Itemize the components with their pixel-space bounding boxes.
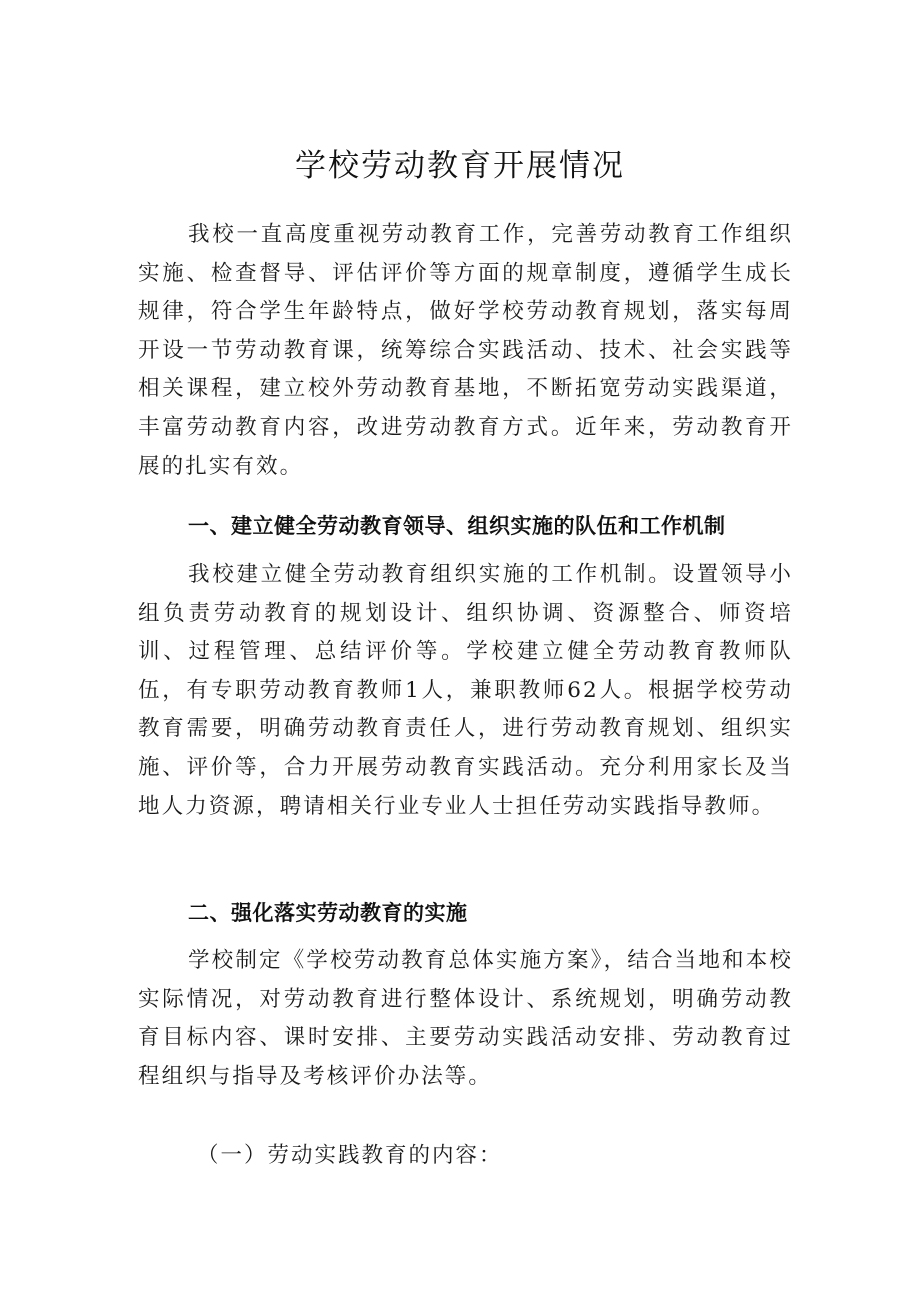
section-1-paragraph: 我校建立健全劳动教育组织实施的工作机制。设置领导小组负责劳动教育的规划设计、组织协调、资源整合、师资培训、过程管理、总结评价等。学校建立健全劳动教育教师队伍，有专职劳动教育教师1人，兼职教师62人。根据学校劳动教育需要，明确劳动教育责任人，进行劳动教育规划、组织实施、评价等，合力开展劳动教育实践活动。充分利用家长及当地人力资源，聘请相关行业专业人士担任劳动实践指导教师。 <box>138 562 793 819</box>
section-1-heading: 一、建立健全劳动教育领导、组织实施的队伍和工作机制 <box>188 514 726 538</box>
subsection-1-heading: （一）劳动实践教育的内容： <box>197 1143 503 1168</box>
document-title: 学校劳动教育开展情况 <box>295 148 625 184</box>
section-2-heading: 二、强化落实劳动教育的实施 <box>188 901 468 925</box>
intro-paragraph: 我校一直高度重视劳动教育工作，完善劳动教育工作组织实施、检查督导、评估评价等方面的规章制度，遵循学生成长规律，符合学生年龄特点，做好学校劳动教育规划，落实每周开设一节劳动教育课，统筹综合实践活动、技术、社会实践等相关课程，建立校外劳动教育基地，不断拓宽劳动实践渠道，丰富劳动教育内容，改进劳动教育方式。近年来，劳动教育开展的扎实有效。 <box>138 222 793 479</box>
section-2-paragraph: 学校制定《学校劳动教育总体实施方案》，结合当地和本校实际情况，对劳动教育进行整体设计、系统规划，明确劳动教育目标内容、课时安排、主要劳动实践活动安排、劳动教育过程组织与指导及考核评价办法等。 <box>138 948 793 1089</box>
